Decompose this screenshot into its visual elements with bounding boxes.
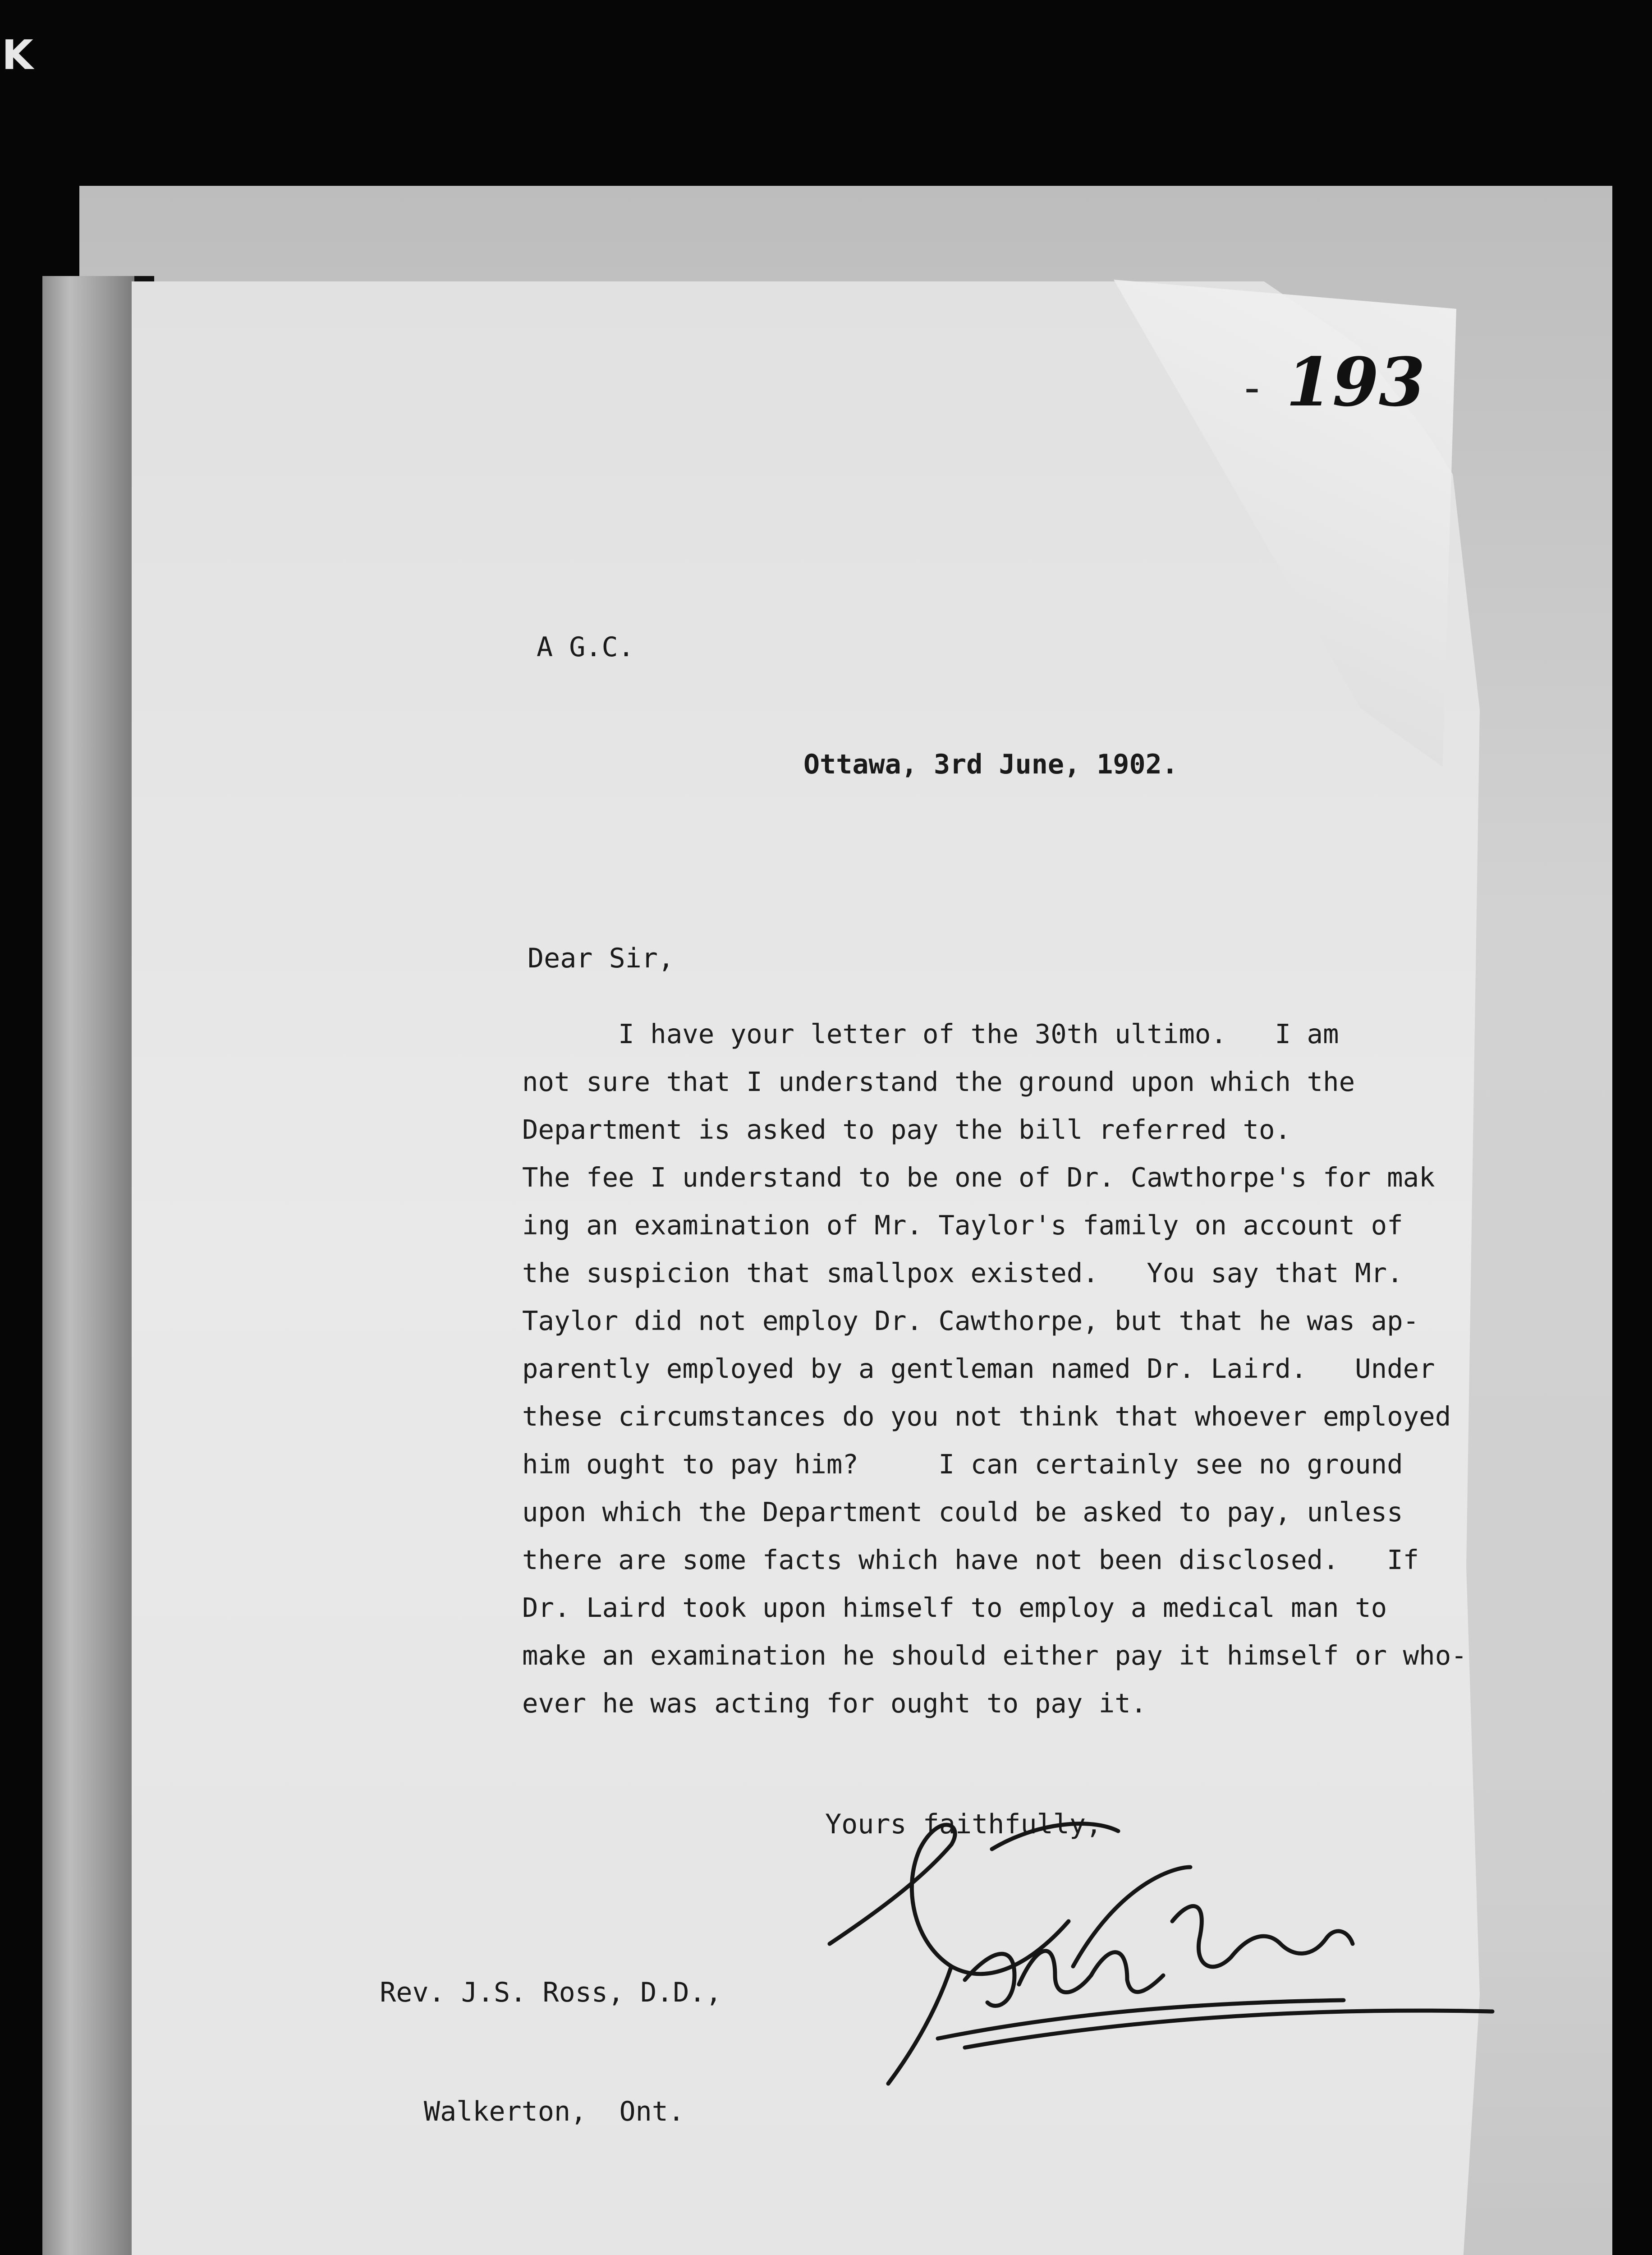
reference-code: A G.C. [537,631,634,663]
page-number: 193 [1286,343,1425,421]
body-line: the suspicion that smallpox existed. You say that Mr. [522,1257,1403,1289]
dateline: Ottawa, 3rd June, 1902. [803,749,1178,780]
closing: Yours faithfully, [825,1809,1102,1840]
letter-body [522,1010,1467,1727]
salutation: Dear Sir, [528,943,675,974]
body-line: I have your letter of the 30th ultimo. I am [522,1018,1339,1049]
body-line: Dr. Laird took upon himself to employ a medical man to [522,1592,1387,1623]
body-line: upon which the Department could be asked to pay, unless [522,1496,1403,1528]
body-line: make an examination he should either pay it himself or who- [522,1640,1467,1671]
handwritten-signature [803,1795,1506,2120]
body-line: ever he was acting for ought to pay it. [522,1688,1147,1719]
body-line: these circumstances do you not think that whoever employed [522,1401,1451,1432]
body-line: The fee I understand to be one of Dr. Cawthorpe's for mak [522,1162,1435,1193]
page-number-dash: - [1244,361,1260,414]
body-line: Department is asked to pay the bill referred to. [522,1114,1291,1145]
body-line: not sure that I understand the ground upon which the [522,1066,1355,1097]
body-line: him ought to pay him? I can certainly see no ground [522,1449,1403,1480]
film-edge-mark: K [2,32,33,79]
body-line: Taylor did not employ Dr. Cawthorpe, but that he was ap- [522,1305,1419,1336]
body-line: there are some facts which have not been disclosed. If [522,1544,1419,1575]
recipient-location: Walkerton, Ont. [424,2096,684,2127]
recipient-name: Rev. J.S. Ross, D.D., [380,1977,722,2008]
body-line: ing an examination of Mr. Taylor's family on account of [522,1210,1403,1241]
recipient-address [347,1903,722,2201]
body-line: parently employed by a gentleman named Dr. Laird. Under [522,1353,1435,1384]
